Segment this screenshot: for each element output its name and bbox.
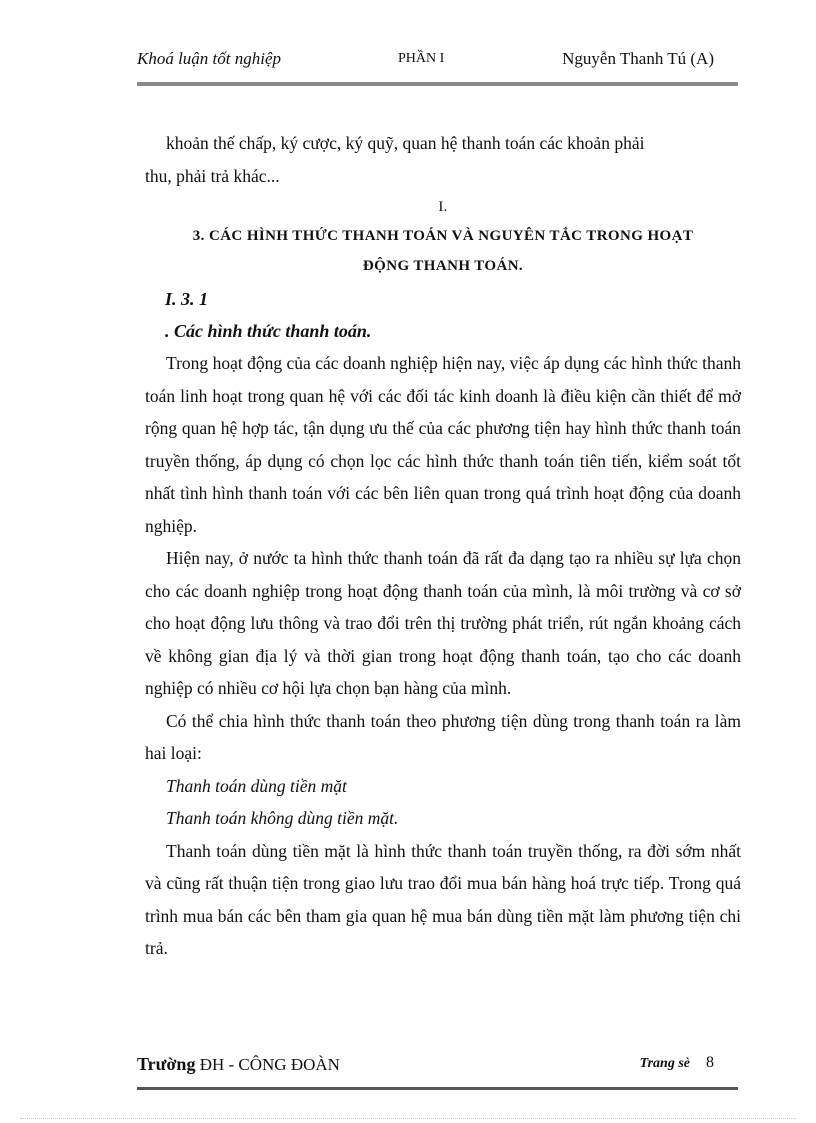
page-number: 8 xyxy=(706,1054,714,1071)
list-item-non-cash: Thanh toán không dùng tiền mặt. xyxy=(166,808,399,828)
list-item-cash: Thanh toán dùng tiền mặt xyxy=(166,775,347,796)
page-footer xyxy=(137,1054,738,1080)
header-divider xyxy=(137,82,738,86)
header-author: Nguyễn Thanh Tú (A) xyxy=(562,49,714,68)
footer-divider xyxy=(137,1087,738,1090)
section-roman-numeral: I. xyxy=(438,199,448,215)
header-thesis-title: Khoá luận tốt nghiệp xyxy=(137,49,282,68)
section-heading: 3. CÁC HÌNH THỨC THANH TOÁN VÀ NGUYÊN TẮC TRONG HOẠT ĐỘNG THANH TOÁN. xyxy=(192,228,694,274)
paragraph-2: Hiện nay, ở nước ta hình thức thanh toán đã rất đa dạng tạo ra nhiều sự lựa chọn cho các doanh nghiệp trong hoạt động thanh toán của mình, là môi trường và cơ sở cho hoạt động lưu thông và trao đổi trên thị trường phát triển, rút ngắn khoảng cách về không gian địa lý và thời gian trong hoạt động thanh toán, tạo cho các doanh nghiệp có nhiều cơ hội lựa chọn bạn hàng của mình. xyxy=(145,548,741,698)
page-label: Trang sè xyxy=(639,1056,690,1071)
page-edge-dotted-line xyxy=(20,1118,796,1119)
page-header xyxy=(137,49,738,73)
paragraph-3: Có thể chia hình thức thanh toán theo phương tiện dùng trong thanh toán ra làm hai loại: xyxy=(145,710,741,763)
footer-page xyxy=(640,1054,714,1072)
page-body xyxy=(145,127,741,965)
continuation-paragraph: khoản thế chấp, ký cược, ký quỹ, quan hệ thanh toán các khoản phải thu, phải trả khác... xyxy=(145,133,645,186)
header-part-label: PHẦN I xyxy=(398,51,445,66)
paragraph-4: Thanh toán dùng tiền mặt là hình thức thanh toán truyền thống, ra đời sớm nhất và cũng rất thuận tiện trong giao lưu trao đổi mua bán hàng hoá trực tiếp. Trong quá trình mua bán các bên tham gia quan hệ mua bán dùng tiền mặt làm phương tiện chi trả. xyxy=(145,840,741,958)
footer-school: Trường ĐH - CÔNG ĐOÀN xyxy=(137,1054,340,1074)
subsection-title: . Các hình thức thanh toán. xyxy=(165,321,372,341)
subsection-number: I. 3. 1 xyxy=(165,289,209,309)
paragraph-1: Trong hoạt động của các doanh nghiệp hiện nay, việc áp dụng các hình thức thanh toán linh hoạt trong quan hệ với các đối tác kinh doanh là điều kiện cần thiết để mở rộng quan hệ hợp tác, tận dụng ưu thế của các phương tiện hay hình thức thanh toán truyền thống, áp dụng có chọn lọc các hình thức thanh toán tiên tiến, kiểm soát tốt nhất tình hình thanh toán với các bên liên quan trong quá trình hoạt động của doanh nghiệp. xyxy=(145,353,741,536)
